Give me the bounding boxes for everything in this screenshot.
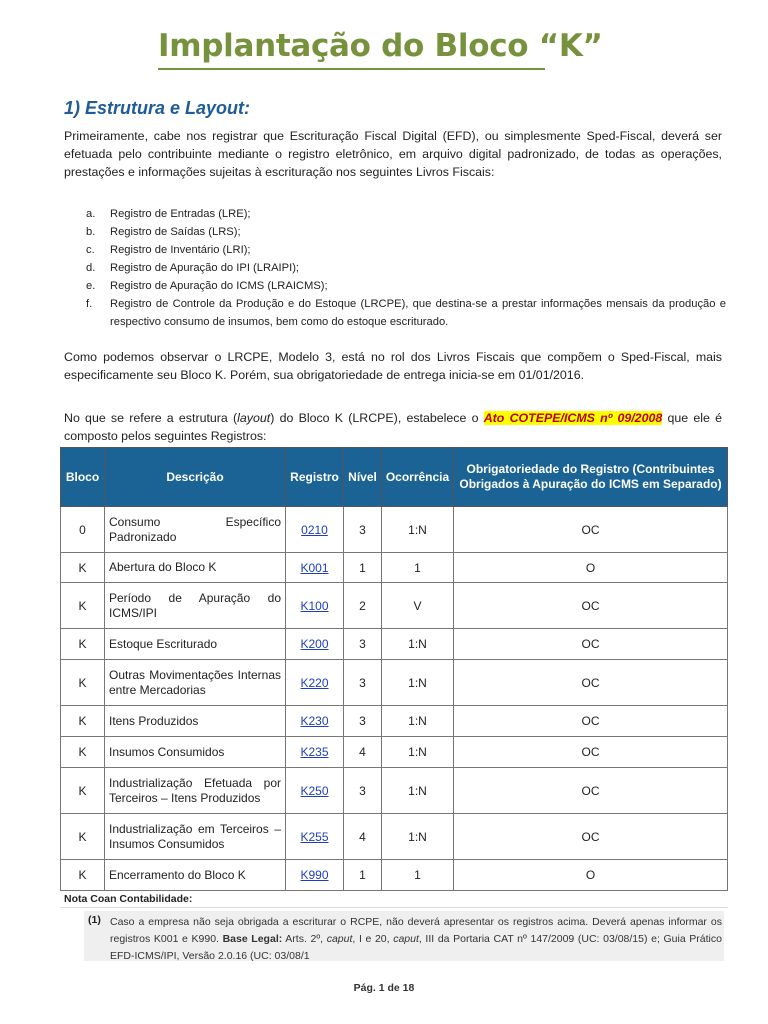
registro-link[interactable]: K255: [300, 829, 329, 844]
cell-obrigatoriedade: OC: [454, 737, 728, 768]
registro-link[interactable]: K200: [300, 637, 329, 651]
registro-link[interactable]: K230: [300, 714, 329, 728]
list-item-text: Registro de Apuração do ICMS (LRAICMS);: [110, 280, 328, 292]
nota-text-b: , I e 20,: [352, 933, 394, 945]
cell-descricao: Outras Movimentações Internas entre Mercadorias: [105, 660, 286, 706]
structure-text-after: que ele é composto pelos seguintes Registros:: [64, 411, 722, 443]
cell-obrigatoriedade: OC: [454, 507, 728, 553]
cell-registro: [286, 706, 344, 737]
table-row: [61, 629, 728, 660]
cell-nivel: 1: [344, 553, 382, 583]
cell-registro: [286, 768, 344, 814]
cell-bloco: 0: [61, 507, 105, 553]
table-row: [61, 583, 728, 629]
cell-nivel: 3: [344, 507, 382, 553]
table-row: [61, 860, 728, 891]
cell-descricao: Período de Apuração do ICMS/IPI: [105, 583, 286, 629]
table-row: [61, 768, 728, 814]
cell-obrigatoriedade: OC: [454, 768, 728, 814]
structure-text-middle: ) do Bloco K (LRCPE), estabelece o: [270, 411, 484, 425]
list-marker: e.: [86, 280, 96, 292]
cell-bloco: K: [61, 737, 105, 768]
cell-bloco: K: [61, 768, 105, 814]
cell-bloco: K: [61, 583, 105, 629]
intro-paragraph: Primeiramente, cabe nos registrar que Escrituração Fiscal Digital (EFD), ou simplesmente Sped-Fiscal, deverá ser efetuada pelo contribuinte mediante o registro eletrônico, em arquivo digital padronizado, de todas as operações, prestações e informações sujeitas à escrituração nos seguintes Livros Fiscais:: [64, 129, 722, 179]
cell-nivel: 4: [344, 814, 382, 860]
list-item-text: Registro de Controle da Produção e do Estoque (LRCPE), que destina-se a prestar informações mensais da produção e respectivo consumo de insumos, bem como do estoque escriturado.: [110, 298, 726, 328]
title-underline: [158, 68, 545, 70]
list-item: [86, 223, 726, 241]
nota-number: (1): [88, 914, 101, 926]
caput-word: caput: [326, 933, 353, 945]
cell-registro: [286, 660, 344, 706]
records-table: [60, 447, 728, 891]
cell-ocorrencia: 1:N: [382, 706, 454, 737]
table-row: [61, 660, 728, 706]
cell-bloco: K: [61, 706, 105, 737]
registro-link[interactable]: K235: [300, 745, 329, 759]
table-row: [61, 814, 728, 860]
cell-nivel: 2: [344, 583, 382, 629]
cell-obrigatoriedade: OC: [454, 660, 728, 706]
cell-obrigatoriedade: OC: [454, 583, 728, 629]
cell-obrigatoriedade: O: [454, 860, 728, 891]
cell-ocorrencia: 1:N: [382, 737, 454, 768]
document-title: Implantação do Bloco “K”: [158, 28, 603, 64]
cell-bloco: K: [61, 629, 105, 660]
header-ocorrencia: Ocorrência: [382, 448, 454, 507]
base-legal-label: Base Legal:: [222, 933, 283, 945]
cell-nivel: 3: [344, 706, 382, 737]
list-marker: c.: [86, 244, 95, 256]
cell-descricao: Abertura do Bloco K: [105, 553, 286, 583]
list-item: [86, 277, 726, 295]
header-bloco: Bloco: [61, 448, 105, 507]
nota-text-c: , III da Portaria CAT nº 147/2009 (UC: 03/08/15) e; Guia Prático EFD-ICMS/IPI, Versão 2.0.16 (UC: 03/08/1: [110, 933, 722, 962]
cell-obrigatoriedade: O: [454, 553, 728, 583]
cell-descricao: Encerramento do Bloco K: [105, 860, 286, 891]
list-marker: a.: [86, 208, 96, 220]
cell-nivel: 4: [344, 737, 382, 768]
registro-link[interactable]: K220: [300, 675, 329, 690]
list-item: [86, 241, 726, 259]
cell-descricao: Industrialização Efetuada por Terceiros – Itens Produzidos: [105, 768, 286, 814]
list-item-text: Registro de Inventário (LRI);: [110, 244, 251, 256]
page-number: Pág. 1 de 18: [353, 982, 415, 994]
header-descricao: Descrição: [105, 448, 286, 507]
table-row: [61, 553, 728, 583]
nota-text-a: Arts. 2º,: [282, 933, 327, 945]
section-heading: 1) Estrutura e Layout:: [64, 98, 251, 118]
cell-bloco: K: [61, 860, 105, 891]
cell-registro: [286, 737, 344, 768]
cell-registro: [286, 629, 344, 660]
table-header-row: [61, 448, 728, 507]
cell-ocorrencia: 1:N: [382, 507, 454, 553]
registro-link[interactable]: K001: [300, 560, 329, 575]
cell-registro: [286, 507, 344, 553]
nota-text-before: Caso a empresa não seja obrigada a escriturar o RCPE, não deverá apresentar os registros acima. Deverá apenas informar os registros K001 e K990.: [110, 916, 722, 945]
registro-link[interactable]: K250: [300, 783, 329, 798]
cell-bloco: K: [61, 660, 105, 706]
list-item: [86, 205, 726, 223]
layout-word: layout: [237, 411, 271, 425]
list-item: [86, 259, 726, 277]
cell-ocorrencia: 1:N: [382, 814, 454, 860]
structure-text-before: No que se refere a estrutura (: [64, 411, 238, 425]
fiscal-books-list: [86, 205, 726, 331]
nota-text: [110, 914, 722, 965]
list-item-text: Registro de Entradas (LRE);: [110, 208, 251, 220]
cell-descricao: Itens Produzidos: [105, 706, 286, 737]
header-registro: Registro: [286, 448, 344, 507]
cell-obrigatoriedade: OC: [454, 629, 728, 660]
cell-obrigatoriedade: OC: [454, 814, 728, 860]
cell-descricao: Consumo Específico Padronizado: [105, 507, 286, 553]
cell-ocorrencia: 1: [382, 553, 454, 583]
nota-title: Nota Coan Contabilidade:: [64, 893, 193, 905]
cell-nivel: 1: [344, 860, 382, 891]
nota-divider: [60, 907, 728, 908]
cell-registro: [286, 814, 344, 860]
cell-ocorrencia: 1:N: [382, 629, 454, 660]
structure-paragraph: [64, 409, 722, 445]
cell-descricao: Estoque Escriturado: [105, 629, 286, 660]
list-item: [86, 295, 726, 331]
list-marker: f.: [86, 298, 93, 310]
cell-nivel: 3: [344, 768, 382, 814]
cell-bloco: K: [61, 814, 105, 860]
table-row: [61, 706, 728, 737]
list-item-text: Registro de Saídas (LRS);: [110, 226, 241, 238]
cell-registro: [286, 553, 344, 583]
cell-ocorrencia: 1:N: [382, 660, 454, 706]
cell-nivel: 3: [344, 629, 382, 660]
caput-word: caput: [393, 933, 419, 945]
ato-cotepe-highlight: Ato COTEPE/ICMS nº 09/2008: [483, 411, 663, 425]
header-nivel: Nível: [344, 448, 382, 507]
list-marker: b.: [86, 226, 96, 238]
list-marker: d.: [86, 262, 96, 274]
cell-nivel: 3: [344, 660, 382, 706]
registro-link[interactable]: 0210: [301, 522, 328, 537]
header-obrigatoriedade: Obrigatoriedade do Registro (Contribuintes Obrigados à Apuração do ICMS em Separado): [454, 448, 728, 507]
cell-registro: [286, 583, 344, 629]
cell-ocorrencia: 1: [382, 860, 454, 891]
registro-link[interactable]: K990: [300, 868, 329, 882]
list-item-text: Registro de Apuração do IPI (LRAIPI);: [110, 262, 300, 274]
cell-obrigatoriedade: OC: [454, 706, 728, 737]
registro-link[interactable]: K100: [300, 598, 329, 613]
table-row: [61, 507, 728, 553]
cell-ocorrencia: V: [382, 583, 454, 629]
cell-descricao: Industrialização em Terceiros – Insumos Consumidos: [105, 814, 286, 860]
observation-paragraph: Como podemos observar o LRCPE, Modelo 3, está no rol dos Livros Fiscais que compõem o Sped-Fiscal, mais especificamente seu Bloco K. Porém, sua obrigatoriedade de entrega inicia-se em 01/01/2016.: [64, 350, 722, 382]
cell-descricao: Insumos Consumidos: [105, 737, 286, 768]
cell-bloco: K: [61, 553, 105, 583]
cell-registro: [286, 860, 344, 891]
cell-ocorrencia: 1:N: [382, 768, 454, 814]
table-row: [61, 737, 728, 768]
